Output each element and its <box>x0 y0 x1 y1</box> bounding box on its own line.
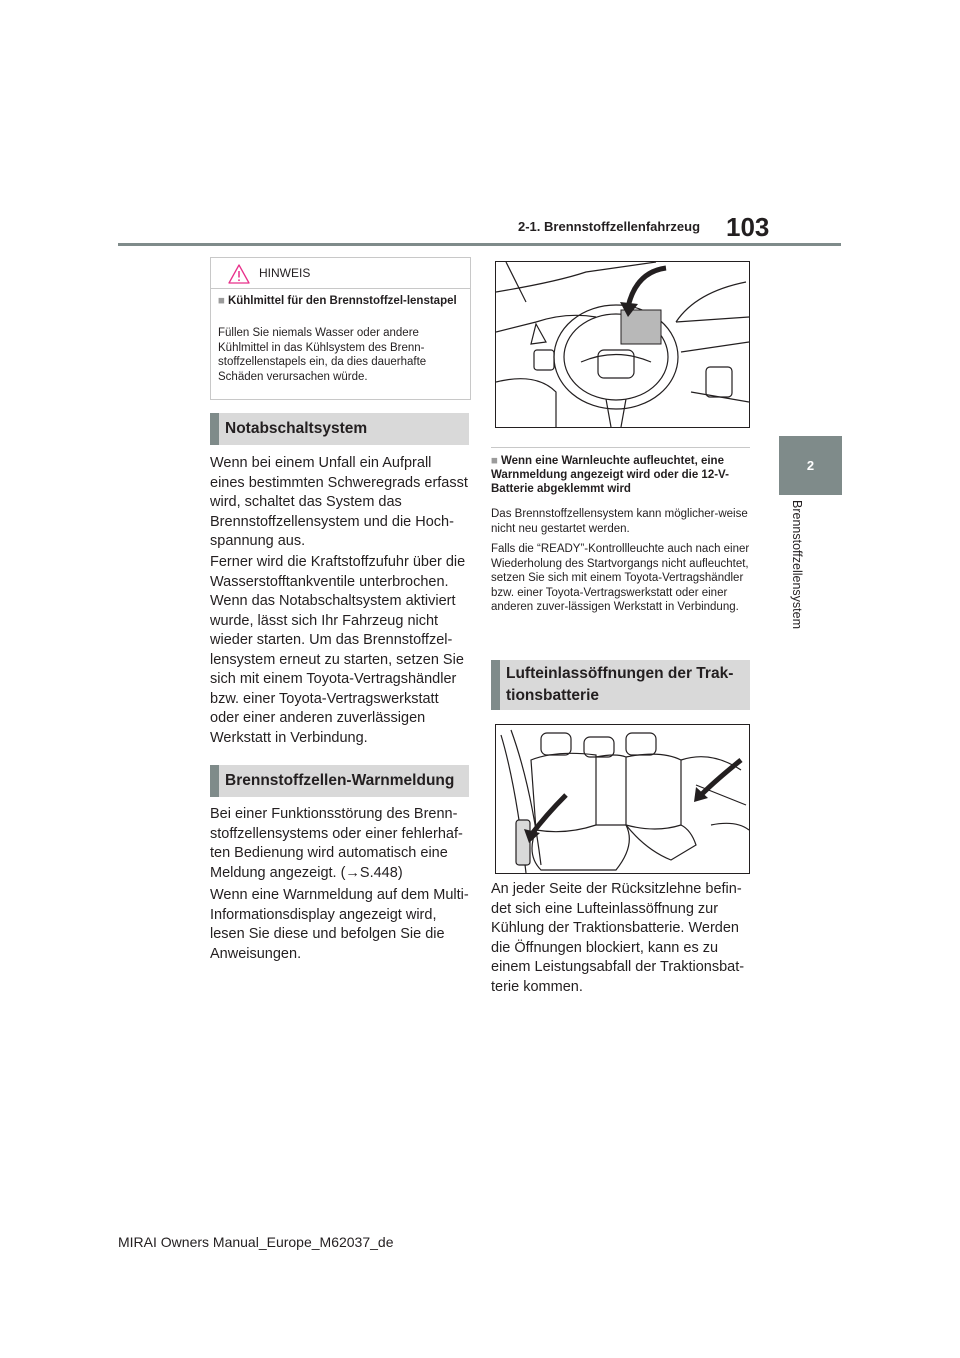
notice-body: Füllen Sie niemals Wasser oder andere Kühlmittel in das Kühlsystem des Brenn-stoffzellenstapels ein, da dies dauerhafte Schäden verursachen würde. <box>218 327 427 383</box>
paragraph: An jeder Seite der Rücksitzlehne befin-det sich eine Lufteinlassöffnung zur Kühlung der Traktionsbatterie. Werden die Öffnungen blockiert, kann es zu einem Leistungsabfall der Traktionsbat-terie kommen. <box>491 881 745 995</box>
heading-notabschaltsystem <box>210 413 469 445</box>
paragraph: Wenn eine Warnmeldung auf dem Multi-Informationsdisplay angezeigt wird, lesen Sie diese und befolgen Sie die Anweisungen. <box>210 887 469 962</box>
heading-text: Brennstoffzellen-Warnmeldung <box>225 772 455 789</box>
heading-warnmeldung <box>210 765 469 797</box>
subheading-warnleuchte: ■ Wenn eine Warnleuchte aufleuchtet, eine Warnmeldung angezeigt wird oder die 12-V-Batterie abgeklemmt wird <box>491 454 750 496</box>
paragraph: Ferner wird die Kraftstoffzufuhr über die Wasserstofftankventile unterbrochen. Wenn das Notabschaltsystem aktiviert wurde, lässt sich Ihr Fahrzeug nicht wieder starten. Um das Brennstoffzel-lensystem erneut zu starten, setzen Sie sich mit einem Toyota-Vertragshändler bzw. einer Toyota-Vertragswerkstatt oder einer anderen zuverlässigen Werkstatt in Verbindung. <box>210 554 466 746</box>
notice-header <box>211 258 470 289</box>
small-paragraph: Das Brennstoffzellensystem kann möglicher-weise nicht neu gestartet werden. <box>491 508 748 535</box>
heading-lufteinlass <box>491 660 750 710</box>
heading-text: Notabschaltsystem <box>225 420 368 437</box>
chapter-tab <box>779 436 842 495</box>
notice-box <box>210 257 471 400</box>
paragraph: Wenn bei einem Unfall ein Aufprall eines bestimmten Schweregrads erfasst wird, schaltet das System das Brennstoffzellensystem und die Hoch-spannung aus. <box>210 455 468 549</box>
section-title: 2-1. Brennstoffzellenfahrzeug <box>518 219 701 234</box>
rear-seat-illustration <box>495 724 750 874</box>
chapter-label <box>790 500 804 660</box>
header-rule <box>118 243 841 246</box>
footer-document-id: MIRAI Owners Manual_Europe_M62037_de <box>118 1234 394 1250</box>
small-paragraph: Falls die “READY”-Kontrollleuchte auch nach einer Wiederholung des Startvorgangs nicht aufleuchtet, setzen Sie sich mit einem Toyota-Vertragshändler bzw. einer Toyota-Vertragswerkstatt oder einer anderen zuver-lässigen Werkstatt in Verbindung. <box>491 543 750 613</box>
warning-triangle-icon <box>228 264 250 284</box>
heading-text: Lufteinlassöffnungen der Trak-tionsbatterie <box>506 665 734 704</box>
paragraph: Bei einer Funktionsstörung des Brenn-stoffzellensystems oder einer fehlerhaf-ten Bedienung wird automatisch eine Meldung angezeigt. (→S.448) <box>210 806 463 881</box>
chapter-number: 2 <box>806 458 815 473</box>
notice-subheading: ■ Kühlmittel für den Brennstoffzel-lenstapel <box>218 294 463 308</box>
divider <box>491 447 750 448</box>
page-number: 103 <box>726 212 770 242</box>
chapter-label-text: Brennstoffzellensystem <box>790 500 804 629</box>
dashboard-illustration <box>495 261 750 428</box>
notice-label: HINWEIS <box>259 266 311 280</box>
